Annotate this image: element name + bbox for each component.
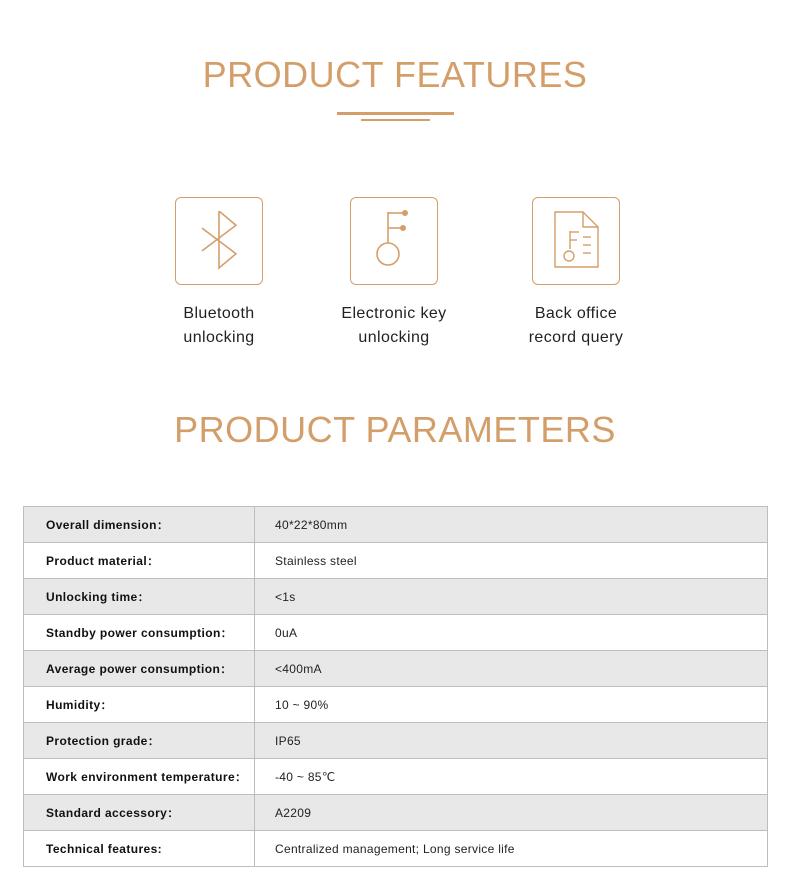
table-row bbox=[24, 651, 768, 687]
document-icon-box bbox=[532, 197, 620, 285]
parameter-value: 0uA bbox=[255, 615, 768, 651]
parameter-name: Work environment temperature： bbox=[24, 759, 255, 795]
table-row bbox=[24, 723, 768, 759]
feature-label-line2: record query bbox=[528, 329, 624, 346]
feature-back-office-record-query bbox=[486, 197, 666, 350]
parameter-value: 10 ~ 90% bbox=[255, 687, 768, 723]
features-title: PRODUCT FEATURES bbox=[202, 54, 588, 95]
parameter-name: Unlocking time： bbox=[24, 579, 255, 615]
table-row bbox=[24, 507, 768, 543]
table-row bbox=[24, 759, 768, 795]
parameter-value: Centralized management; Long service life bbox=[255, 831, 768, 867]
parameter-value: <1s bbox=[255, 579, 768, 615]
key-icon bbox=[364, 206, 424, 276]
feature-label-line2: unlocking bbox=[183, 329, 255, 346]
document-icon bbox=[546, 209, 606, 273]
table-row bbox=[24, 831, 768, 867]
parameters-title: PRODUCT PARAMETERS bbox=[174, 409, 616, 450]
table-row bbox=[24, 543, 768, 579]
table-row bbox=[24, 795, 768, 831]
title-divider-accent bbox=[361, 119, 430, 121]
table-row bbox=[24, 687, 768, 723]
table-row bbox=[24, 615, 768, 651]
bluetooth-icon-box bbox=[175, 197, 263, 285]
bluetooth-icon bbox=[189, 211, 249, 271]
parameter-value: A2209 bbox=[255, 795, 768, 831]
parameter-value: <400mA bbox=[255, 651, 768, 687]
parameter-value: -40 ~ 85℃ bbox=[255, 759, 768, 795]
parameter-name: Standard accessory： bbox=[24, 795, 255, 831]
feature-label-line2: unlocking bbox=[358, 329, 430, 346]
table-row bbox=[24, 579, 768, 615]
key-icon-box bbox=[350, 197, 438, 285]
feature-label bbox=[129, 302, 309, 350]
parameter-name: Overall dimension： bbox=[24, 507, 255, 543]
parameter-name: Technical features: bbox=[24, 831, 255, 867]
parameter-name: Protection grade： bbox=[24, 723, 255, 759]
parameter-value: 40*22*80mm bbox=[255, 507, 768, 543]
parameter-name: Product material： bbox=[24, 543, 255, 579]
parameter-value: Stainless steel bbox=[255, 543, 768, 579]
title-divider bbox=[337, 112, 454, 115]
feature-bluetooth-unlocking bbox=[129, 197, 309, 350]
feature-label-line1: Electronic key bbox=[341, 305, 447, 322]
feature-label bbox=[486, 302, 666, 350]
feature-label bbox=[304, 302, 484, 350]
parameter-name: Standby power consumption： bbox=[24, 615, 255, 651]
feature-label-line1: Back office bbox=[534, 305, 618, 322]
feature-electronic-key-unlocking bbox=[304, 197, 484, 350]
parameter-name: Humidity： bbox=[24, 687, 255, 723]
parameters-table bbox=[23, 506, 768, 867]
parameter-value: IP65 bbox=[255, 723, 768, 759]
parameter-name: Average power consumption： bbox=[24, 651, 255, 687]
feature-label-line1: Bluetooth bbox=[183, 305, 255, 322]
